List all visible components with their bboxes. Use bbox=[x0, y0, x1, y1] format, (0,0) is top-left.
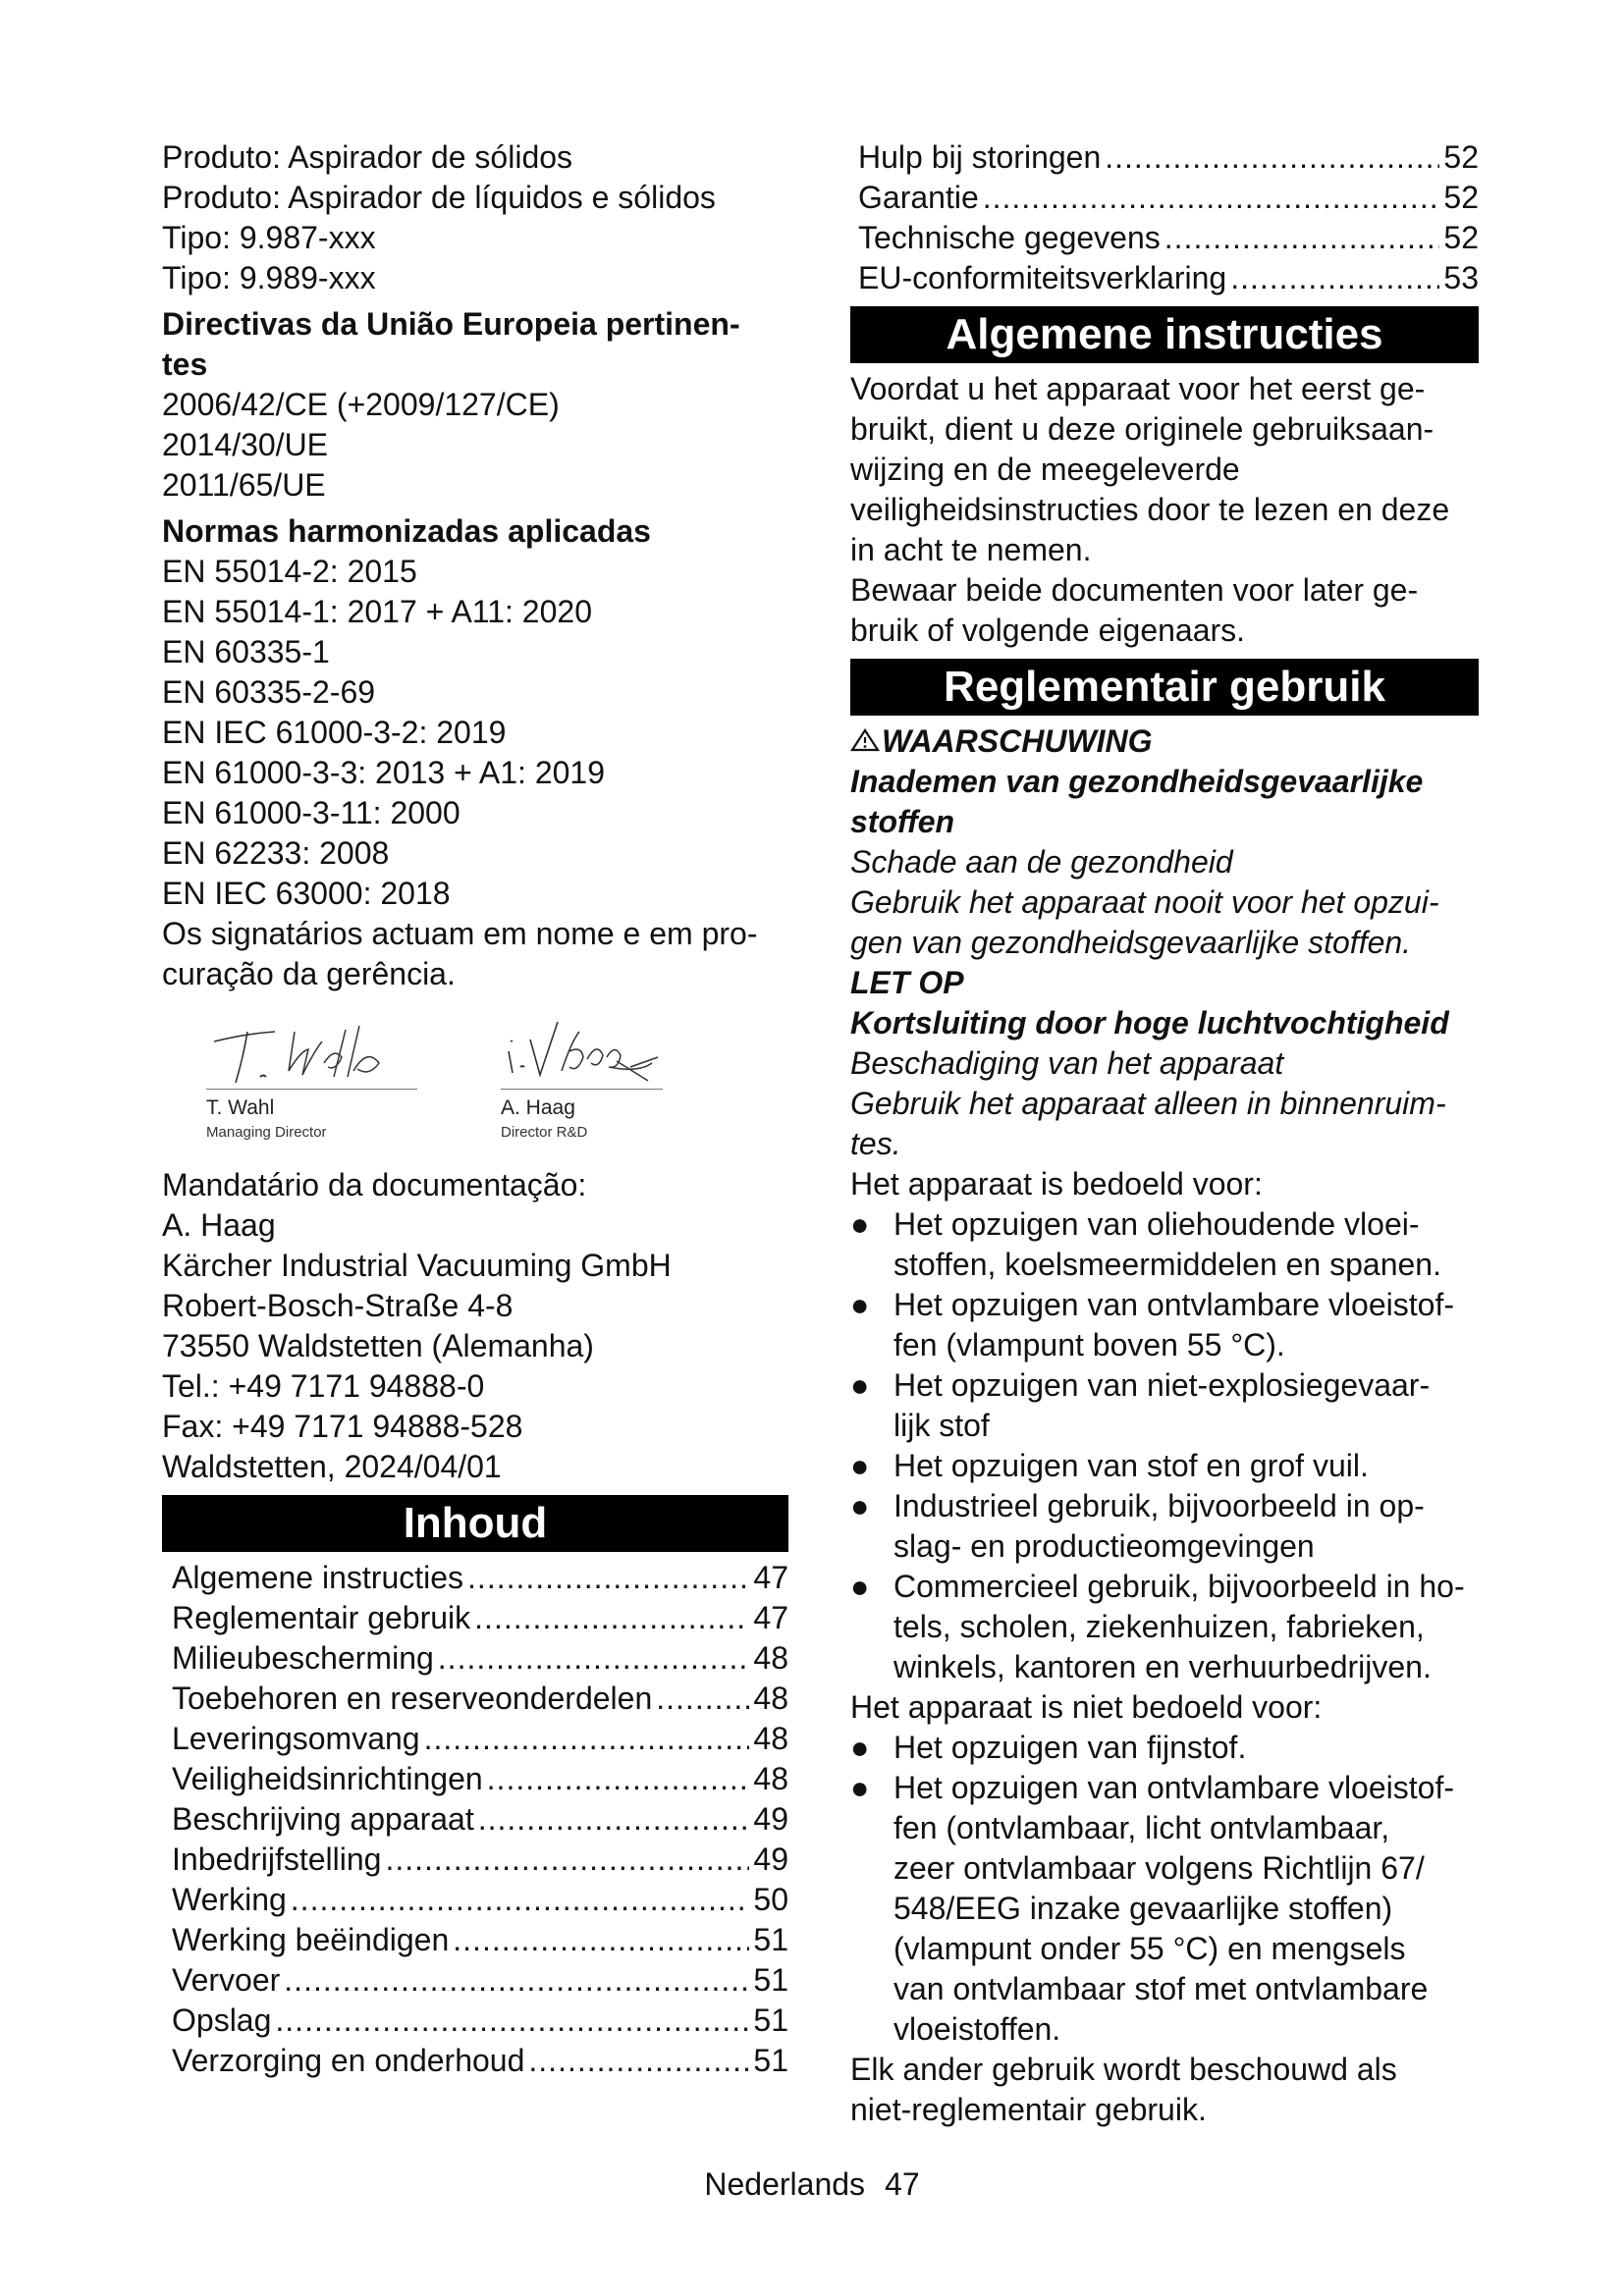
type-line: Tipo: 9.987-xxx bbox=[162, 220, 376, 255]
list-item bbox=[850, 1365, 1479, 1446]
notice-label: LET OP bbox=[850, 965, 964, 1000]
toc-leader bbox=[438, 1638, 750, 1679]
warning-action: gen van gezondheidsgevaarlijke stoffen. bbox=[850, 925, 1412, 960]
toc-page: 49 bbox=[753, 1842, 788, 1877]
contact-line: A. Haag bbox=[162, 1207, 276, 1243]
signatory-role: Director R&D bbox=[501, 1124, 588, 1141]
bullet-icon: ● bbox=[850, 1287, 870, 1322]
toc-leader bbox=[1230, 258, 1439, 298]
text-line: bruik of volgende eigenaars. bbox=[850, 613, 1246, 648]
bullet-icon: ● bbox=[850, 1770, 870, 1805]
toc-leader bbox=[528, 2041, 749, 2081]
toc-leader bbox=[424, 1719, 750, 1759]
item-line: Het opzuigen van stof en grof vuil. bbox=[893, 1448, 1369, 1483]
contact-line: 73550 Waldstetten (Alemanha) bbox=[162, 1328, 594, 1363]
signature-line bbox=[206, 1089, 417, 1090]
toc-entry[interactable] bbox=[172, 1598, 788, 1638]
bullet-icon: ● bbox=[850, 1730, 870, 1765]
handwritten-signature-icon bbox=[501, 1012, 707, 1091]
general-instructions-text bbox=[850, 369, 1479, 651]
toc-leader bbox=[291, 1880, 750, 1920]
toc-title: Leveringsomvang bbox=[172, 1721, 420, 1756]
not-intended-intro: Het apparaat is niet bedoeld voor: bbox=[850, 1689, 1323, 1725]
contact-line: Kärcher Industrial Vacuuming GmbH bbox=[162, 1248, 672, 1283]
bullet-icon: ● bbox=[850, 1206, 870, 1242]
item-line: Industrieel gebruik, bijvoorbeeld in op- bbox=[893, 1488, 1425, 1523]
toc-entry[interactable] bbox=[172, 1638, 788, 1679]
toc-title: Veiligheidsinrichtingen bbox=[172, 1761, 483, 1796]
item-line: Het opzuigen van ontvlambare vloeistof- bbox=[893, 1770, 1454, 1805]
toc-page: 51 bbox=[753, 1922, 788, 1957]
notice-consequence: Beschadiging van het apparaat bbox=[850, 1045, 1284, 1081]
warning-label-text: WAARSCHUWING bbox=[882, 723, 1153, 759]
toc-page: 49 bbox=[753, 1801, 788, 1837]
toc-leader bbox=[983, 178, 1440, 218]
page-number: 47 bbox=[885, 2166, 920, 2202]
notice-block bbox=[850, 963, 1479, 1164]
toc-leader bbox=[453, 1920, 749, 1960]
warning-triangle-icon bbox=[850, 721, 880, 762]
toc-page: 52 bbox=[1443, 180, 1479, 215]
toc-title: Garantie bbox=[858, 180, 979, 215]
item-line: fen (ontvlambaar, licht ontvlambaar, bbox=[893, 1810, 1390, 1845]
text-line: Voordat u het apparaat voor het eerst ge- bbox=[850, 371, 1426, 406]
text-line: niet-reglementair gebruik. bbox=[850, 2092, 1207, 2127]
directive-item: 2014/30/UE bbox=[162, 427, 329, 462]
toc-leader bbox=[385, 1840, 749, 1880]
toc-entry[interactable] bbox=[172, 1840, 788, 1880]
product-info bbox=[162, 137, 788, 298]
product-line: Produto: Aspirador de líquidos e sólidos bbox=[162, 180, 716, 215]
item-line: Het opzuigen van fijnstof. bbox=[893, 1730, 1247, 1765]
text-line: veiligheidsinstructies door te lezen en deze bbox=[850, 492, 1450, 527]
toc-entry[interactable] bbox=[172, 1880, 788, 1920]
general-instructions-heading: Algemene instructies bbox=[850, 306, 1479, 363]
directives-list bbox=[162, 385, 788, 506]
directive-item: 2011/65/UE bbox=[162, 467, 326, 503]
signatories-note bbox=[162, 914, 788, 994]
documentation-contact bbox=[162, 1165, 788, 1487]
warning-label bbox=[850, 721, 1479, 762]
signatory-role: Managing Director bbox=[206, 1124, 327, 1141]
contact-line: Fax: +49 7171 94888-528 bbox=[162, 1409, 523, 1444]
right-column bbox=[850, 137, 1479, 2130]
toc-entry[interactable] bbox=[172, 2001, 788, 2041]
toc-title: EU-conformiteitsverklaring bbox=[858, 260, 1227, 295]
toc-entry[interactable] bbox=[858, 258, 1479, 298]
toc-continued bbox=[850, 137, 1479, 298]
contact-line: Tel.: +49 7171 94888-0 bbox=[162, 1368, 485, 1404]
warning-action: Gebruik het apparaat nooit voor het opzui- bbox=[850, 884, 1439, 920]
toc-page: 48 bbox=[753, 1640, 788, 1676]
toc-title: Beschrijving apparaat bbox=[172, 1801, 474, 1837]
toc-leader bbox=[275, 2001, 749, 2041]
list-item bbox=[850, 1486, 1479, 1567]
toc-leader bbox=[474, 1598, 749, 1638]
item-line: (vlampunt onder 55 °C) en mengsels bbox=[893, 1931, 1406, 1966]
signature-wahl bbox=[206, 1012, 432, 1091]
norm-item: EN 60335-1 bbox=[162, 634, 330, 669]
toc-entry[interactable] bbox=[858, 137, 1479, 178]
toc-page: 50 bbox=[753, 1882, 788, 1917]
toc-title: Reglementair gebruik bbox=[172, 1600, 471, 1635]
toc-title: Technische gegevens bbox=[858, 220, 1161, 255]
text-line: wijzing en de meegeleverde bbox=[850, 452, 1240, 487]
text-line: Bewaar beide documenten voor later ge- bbox=[850, 572, 1419, 608]
item-line: vloeistoffen. bbox=[893, 2011, 1061, 2047]
item-line: zeer ontvlambaar volgens Richtlijn 67/ bbox=[893, 1850, 1425, 1886]
norm-item: EN 60335-2-69 bbox=[162, 674, 376, 710]
toc-leader bbox=[1105, 137, 1439, 178]
intended-list bbox=[850, 1204, 1479, 1687]
signature-line bbox=[501, 1089, 663, 1090]
left-column bbox=[162, 137, 788, 2081]
norm-item: EN IEC 61000-3-2: 2019 bbox=[162, 715, 507, 750]
toc-entry[interactable] bbox=[172, 1960, 788, 2001]
toc-entry[interactable] bbox=[172, 2041, 788, 2081]
intended-intro: Het apparaat is bedoeld voor: bbox=[850, 1166, 1263, 1201]
warning-title: stoffen bbox=[850, 804, 955, 839]
toc-page: 53 bbox=[1443, 260, 1479, 295]
notice-action: tes. bbox=[850, 1126, 901, 1161]
toc-title: Werking beëindigen bbox=[172, 1922, 450, 1957]
toc-page: 51 bbox=[753, 2043, 788, 2078]
toc-title: Inbedrijfstelling bbox=[172, 1842, 382, 1877]
item-line: tels, scholen, ziekenhuizen, fabrieken, bbox=[893, 1609, 1425, 1644]
toc-heading: Inhoud bbox=[162, 1495, 788, 1552]
contact-line: Mandatário da documentação: bbox=[162, 1167, 587, 1202]
toc-page: 51 bbox=[753, 1962, 788, 1998]
list-item bbox=[850, 1446, 1479, 1486]
item-line: Het opzuigen van oliehoudende vloei- bbox=[893, 1206, 1420, 1242]
warning-consequence: Schade aan de gezondheid bbox=[850, 844, 1233, 880]
list-item bbox=[850, 1728, 1479, 1768]
toc-leader bbox=[467, 1558, 749, 1598]
toc-title: Hulp bij storingen bbox=[858, 139, 1102, 175]
norm-item: EN 55014-1: 2017 + A11: 2020 bbox=[162, 594, 592, 629]
list-item bbox=[850, 1204, 1479, 1285]
item-line: fen (vlampunt boven 55 °C). bbox=[893, 1327, 1285, 1362]
toc-title: Verzorging en onderhoud bbox=[172, 2043, 525, 2078]
norm-item: EN 61000-3-11: 2000 bbox=[162, 795, 460, 830]
signature-haag bbox=[501, 1012, 707, 1091]
toc-page: 48 bbox=[753, 1681, 788, 1716]
item-line: Commercieel gebruik, bijvoorbeeld in ho- bbox=[893, 1569, 1465, 1604]
contact-line: Waldstetten, 2024/04/01 bbox=[162, 1449, 502, 1484]
contact-line: Robert-Bosch-Straße 4-8 bbox=[162, 1288, 514, 1323]
signature-block bbox=[162, 1012, 788, 1159]
toc-entry[interactable] bbox=[172, 1920, 788, 1960]
item-line: stoffen, koelsmeermiddelen en spanen. bbox=[893, 1247, 1441, 1282]
norm-item: EN IEC 63000: 2018 bbox=[162, 876, 451, 911]
text-line: in acht te nemen. bbox=[850, 532, 1092, 567]
toc-leader bbox=[284, 1960, 749, 2001]
toc-leader bbox=[487, 1759, 750, 1799]
directive-item: 2006/42/CE (+2009/127/CE) bbox=[162, 387, 560, 422]
toc-page: 47 bbox=[753, 1560, 788, 1595]
closing-text bbox=[850, 2050, 1479, 2130]
toc-title: Vervoer bbox=[172, 1962, 281, 1998]
toc-page: 52 bbox=[1443, 139, 1479, 175]
item-line: Het opzuigen van niet-explosiegevaar- bbox=[893, 1367, 1431, 1403]
item-line: Het opzuigen van ontvlambare vloeistof- bbox=[893, 1287, 1454, 1322]
warning-title: Inademen van gezondheidsgevaarlijke bbox=[850, 764, 1424, 799]
notice-title: Kortsluiting door hoge luchtvochtigheid bbox=[850, 1005, 1449, 1041]
toc-entry[interactable] bbox=[172, 1719, 788, 1759]
norms-heading: Normas harmonizadas aplicadas bbox=[162, 513, 651, 549]
toc-leader bbox=[1164, 218, 1440, 258]
not-intended-list bbox=[850, 1728, 1479, 2050]
norm-item: EN 55014-2: 2015 bbox=[162, 554, 417, 589]
norm-item: EN 62233: 2008 bbox=[162, 835, 390, 871]
toc-leader bbox=[478, 1799, 750, 1840]
bullet-icon: ● bbox=[850, 1569, 870, 1604]
bullet-icon: ● bbox=[850, 1367, 870, 1403]
bullet-icon: ● bbox=[850, 1448, 870, 1483]
toc-entry[interactable] bbox=[858, 178, 1479, 218]
item-line: lijk stof bbox=[893, 1408, 990, 1443]
toc-title: Opslag bbox=[172, 2002, 272, 2038]
norm-item: EN 61000-3-3: 2013 + A1: 2019 bbox=[162, 755, 606, 790]
toc-title: Werking bbox=[172, 1882, 287, 1917]
list-item bbox=[850, 1285, 1479, 1365]
toc-title: Algemene instructies bbox=[172, 1560, 464, 1595]
table-of-contents bbox=[162, 1558, 788, 2081]
item-line: winkels, kantoren en verhuurbedrijven. bbox=[893, 1649, 1432, 1684]
toc-page: 51 bbox=[753, 2002, 788, 2038]
item-line: van ontvlambaar stof met ontvlambare bbox=[893, 1971, 1429, 2006]
toc-page: 48 bbox=[753, 1761, 788, 1796]
toc-page: 47 bbox=[753, 1600, 788, 1635]
list-item bbox=[850, 1567, 1479, 1687]
warning-block bbox=[850, 721, 1479, 963]
item-line: slag- en productieomgevingen bbox=[893, 1528, 1315, 1564]
handwritten-signature-icon bbox=[206, 1012, 432, 1091]
heading-line: Directivas da União Europeia pertinen- bbox=[162, 306, 740, 342]
toc-entry[interactable] bbox=[172, 1558, 788, 1598]
text-line: Elk ander gebruik wordt beschouwd als bbox=[850, 2052, 1397, 2087]
note-line: curação da gerência. bbox=[162, 956, 456, 991]
toc-entry[interactable] bbox=[858, 218, 1479, 258]
signatory-name: A. Haag bbox=[501, 1096, 575, 1119]
list-item bbox=[850, 1768, 1479, 2050]
toc-entry[interactable] bbox=[172, 1679, 788, 1719]
signatory-name: T. Wahl bbox=[206, 1096, 275, 1119]
text-line: bruikt, dient u deze originele gebruiksaan- bbox=[850, 411, 1435, 447]
note-line: Os signatários actuam em nome e em pro- bbox=[162, 916, 758, 951]
toc-entry[interactable] bbox=[172, 1799, 788, 1840]
toc-page: 52 bbox=[1443, 220, 1479, 255]
page-footer bbox=[0, 2164, 1624, 2205]
heading-line: tes bbox=[162, 347, 208, 382]
toc-leader bbox=[656, 1679, 749, 1719]
product-line: Produto: Aspirador de sólidos bbox=[162, 139, 573, 175]
footer-language: Nederlands bbox=[704, 2166, 866, 2202]
toc-title: Milieubescherming bbox=[172, 1640, 434, 1676]
item-line: 548/EEG inzake gevaarlijke stoffen) bbox=[893, 1891, 1393, 1926]
toc-page: 48 bbox=[753, 1721, 788, 1756]
type-line: Tipo: 9.989-xxx bbox=[162, 260, 376, 295]
toc-title: Toebehoren en reserveonderdelen bbox=[172, 1681, 653, 1716]
intended-use-heading: Reglementair gebruik bbox=[850, 659, 1479, 716]
toc-entry[interactable] bbox=[172, 1759, 788, 1799]
bullet-icon: ● bbox=[850, 1488, 870, 1523]
norms-list bbox=[162, 552, 788, 914]
notice-action: Gebruik het apparaat alleen in binnenruim- bbox=[850, 1086, 1446, 1121]
directives-heading bbox=[162, 304, 788, 385]
